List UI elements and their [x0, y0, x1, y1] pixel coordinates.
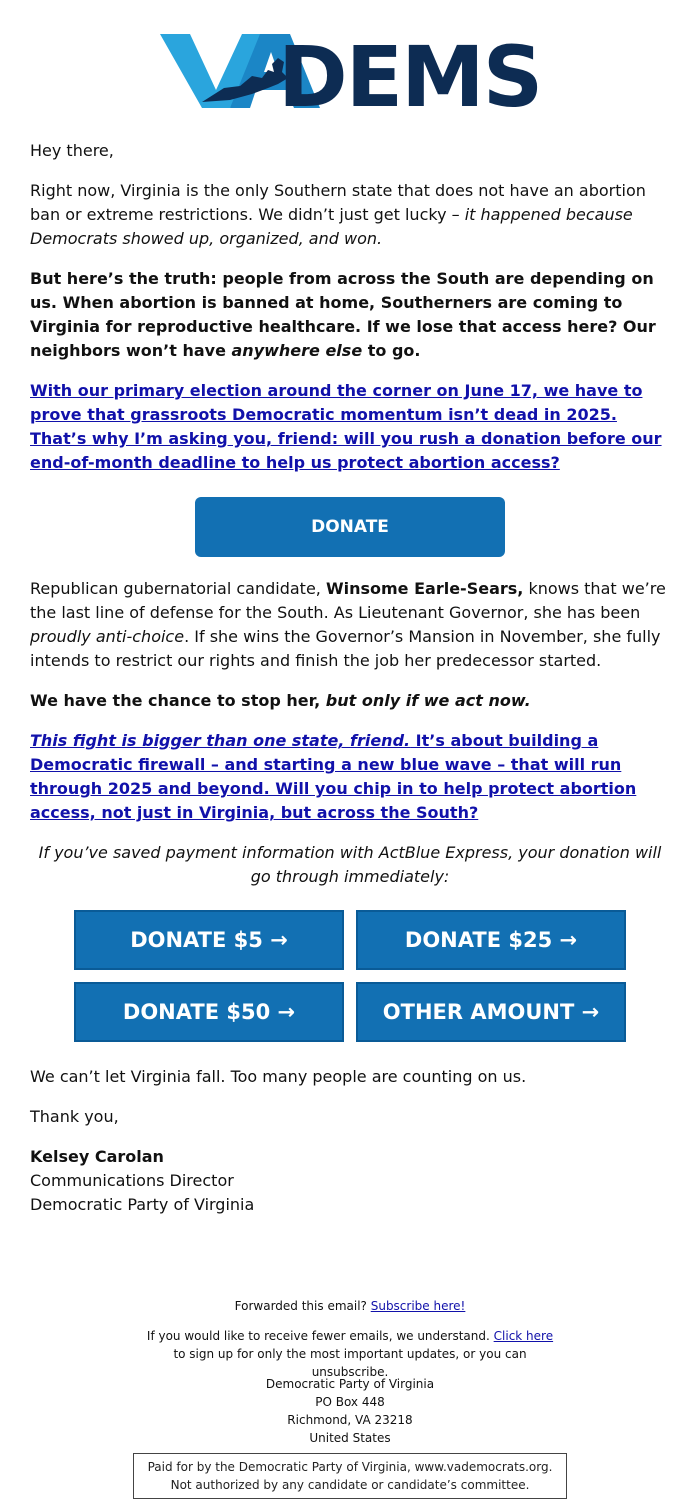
svg-text:DEMS: DEMS	[278, 28, 540, 112]
paragraph-3	[30, 379, 670, 475]
footer-fewer-emails: If you would like to receive fewer emails, we understand. Click here to sign up for only the most important updates, or you can unsubscribe.	[146, 1329, 554, 1379]
signer-title: Communications Director	[30, 1171, 234, 1190]
paragraph-6	[30, 729, 670, 825]
vadems-logo	[160, 28, 540, 112]
fight-bigger-link[interactable]: This fight is bigger than one state, friend. It’s about building a Democratic firewall – and starting a new blue wave – that will run through 2025 and beyond. Will you chip in to help protect abortion access, not just in Virginia, but across the South?	[30, 731, 637, 822]
primary-donation-link[interactable]: With our primary election around the corner on June 17, we have to prove that grassroots Democratic momentum isn’t dead in 2025. That’s why I’m asking you, friend: will you rush a donation before our end-of-month deadline to help us protect abortion access?	[30, 381, 662, 472]
actblue-note: If you’ve saved payment information with ActBlue Express, your donation will go through immediately:	[38, 843, 662, 886]
paragraph-4: Republican gubernatorial candidate, Winsome Earle-Sears, knows that we’re the last line of defense for the South. As Lieutenant Governor, she has been proudly anti-choice. If she wins the Governor’s Mansion in November, she fully intends to restrict our rights and finish the job her predecessor started.	[30, 579, 666, 670]
other-amount-button[interactable]: OTHER AMOUNT →	[356, 982, 626, 1042]
donate-50-button[interactable]: DONATE $50 →	[74, 982, 344, 1042]
thank-you: Thank you,	[30, 1107, 119, 1126]
greeting: Hey there,	[30, 141, 114, 160]
address-line: Richmond, VA 23218	[287, 1413, 413, 1427]
paragraph-2: But here’s the truth: people from across the South are depending on us. When abortion is banned at home, Southerners are coming to Virginia for reproductive healthcare. If we lose that access here? Our neighbors won’t have anywhere else to go.	[30, 269, 656, 360]
footer-address	[0, 1375, 700, 1447]
address-line: Democratic Party of Virginia	[265, 1377, 435, 1391]
fewer-emails-link[interactable]: Click here	[493, 1329, 554, 1343]
subscribe-link[interactable]: Subscribe here!	[370, 1299, 466, 1313]
donate-button[interactable]: DONATE	[195, 497, 505, 557]
signer-org: Democratic Party of Virginia	[30, 1195, 255, 1214]
address-line: PO Box 448	[315, 1395, 385, 1409]
donate-5-button[interactable]: DONATE $5 →	[74, 910, 344, 970]
signer-name: Kelsey Carolan	[30, 1147, 164, 1166]
paid-for-disclaimer: Paid for by the Democratic Party of Virginia, www.vademocrats.org. Not authorized by any candidate or candidate’s committee.	[133, 1453, 567, 1499]
paragraph-5: We have the chance to stop her, but only if we act now.	[30, 691, 531, 710]
vadems-logo-graphic	[160, 28, 540, 112]
address-line: United States	[309, 1431, 391, 1445]
paragraph-1: Right now, Virginia is the only Southern state that does not have an abortion ban or extreme restrictions. We didn’t just get lucky – it happened because Democrats showed up, organized, and won.	[30, 181, 646, 248]
donate-25-button[interactable]: DONATE $25 →	[356, 910, 626, 970]
footer-forwarded: Forwarded this email? Subscribe here!	[234, 1299, 466, 1313]
closing-line: We can’t let Virginia fall. Too many people are counting on us.	[30, 1067, 527, 1086]
